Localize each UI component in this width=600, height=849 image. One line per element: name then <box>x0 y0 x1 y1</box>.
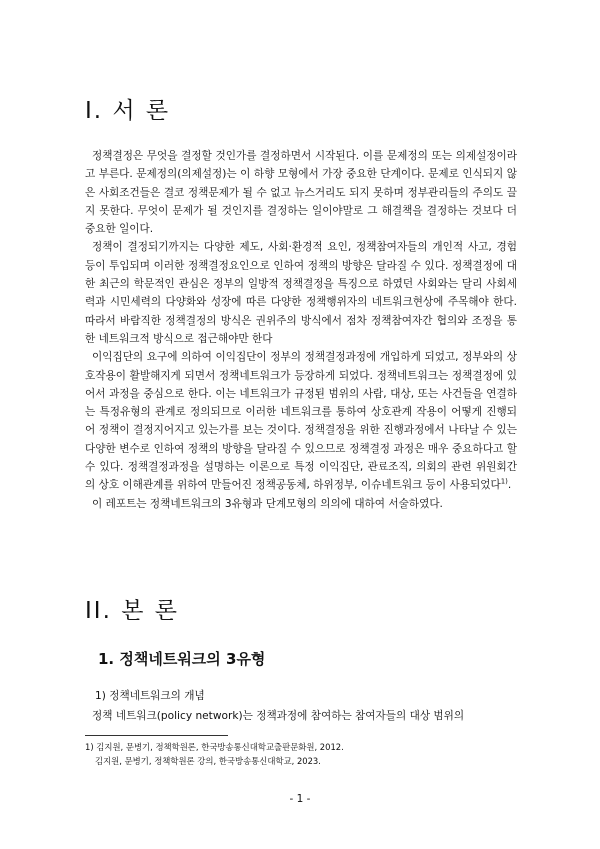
footnote-divider <box>85 735 228 736</box>
intro-paragraph-1: 정책결정은 무엇을 결정할 것인가를 결정하면서 시작된다. 이를 문제정의 또는 의제설정이라고 부른다. 문제정의(의제설정)는 이 하향 모형에서 가장 중요한 단계이다. 문제로 인식되지 않은 사회조건들은 결코 정책문제가 될 수 없고 뉴스거리도 되지 못하며 정부관리들의 주의도 끌지 못한다. 무엇이 문제가 될 것인지를 결정하는 일이야말로 그 해결책을 결정하는 것보다 더 중요한 일이다. <box>85 150 517 236</box>
section-heading-main-body: II. 본 론 <box>85 598 179 624</box>
footnotes <box>85 740 515 768</box>
main-body-text <box>85 707 517 725</box>
footnote-1-continued: 김지원, 문병기, 정책학원론 강의, 한국방송통신대학교, 2023. <box>95 756 321 766</box>
intro-paragraph-4: 이 레포트는 정책네트워크의 3유형과 단계모형의 의의에 대하여 서술하였다. <box>92 497 443 510</box>
introduction-body <box>85 147 517 513</box>
section-heading-introduction: I. 서 론 <box>85 98 171 124</box>
intro-paragraph-2: 정책이 결정되기까지는 다양한 제도, 사회·환경적 요인, 정책참여자들의 개인적 사고, 경험 등이 투입되며 이러한 정책결정요인으로 인하여 정책의 방향은 달라질 수 있다. 정책결정에 대한 최근의 학문적인 관심은 정부의 일방적 정책결정을 특징으로 하였던 사회와는 달리 사회세력과 시민세력의 다양화와 성장에 따른 다양한 정책행위자의 네트워크현상에 주목해야 한다. 따라서 바람직한 정책결정의 방식은 권위주의 방식에서 점차 정책참여자간 협의와 조정을 통한 네트워크적 방식으로 접근해야만 한다 <box>85 241 517 345</box>
body-paragraph-1: 정책 네트워크(policy network)는 정책과정에 참여하는 참여자들의 대상 범위의 <box>92 710 465 722</box>
subsection-heading-policy-network-types: 1. 정책네트워크의 3유형 <box>98 650 266 668</box>
intro-paragraph-3-text: 이익집단의 요구에 의하여 이익집단이 정부의 정책결정과정에 개입하게 되었고, 정부와의 상호작용이 활발해지게 되면서 정책네트워크가 등장하게 되었다. 정책네트워크는 정책결정에 있어서 과정을 중심으로 한다. 이는 네트워크가 규정된 범위의 사람, 대상, 또는 사건들을 연결하는 특정유형의 관계로 정의되므로 이러한 네트워크를 통하여 상호관계 작용이 어떻게 진행되어 정책이 결정지어지고 있는가를 보는 것이다. 정책결정을 위한 진행과정에서 나타날 수 있는 다양한 변수로 인하여 정책의 방향을 달라질 수 있으므로 정책결정 과정은 매우 중요하다고 할 수 있다. 정책결정과정을 설명하는 이론으로 특정 이익집단, 관료조직, 의회의 관련 위원회간의 상호 이해관계를 위하여 만들어진 정책공동체, 하위정부, 이슈네트워크 등이 사용되었다 <box>85 351 517 492</box>
footnote-marker: 1) <box>500 477 508 486</box>
page-number: - 1 - <box>289 793 311 805</box>
intro-paragraph-3: 이익집단의 요구에 의하여 이익집단이 정부의 정책결정과정에 개입하게 되었고, 정부와의 상호작용이 활발해지게 되면서 정책네트워크가 등장하게 되었다. 정책네트워크는 정책결정에 있어서 과정을 중심으로 한다. 이는 네트워크가 규정된 범위의 사람, 대상, 또는 사건들을 연결하는 특정유형의 관계로 정의되므로 이러한 네트워크를 통하여 상호관계 작용이 어떻게 진행되어 정책이 결정지어지고 있는가를 보는 것이다. 정책결정을 위한 진행과정에서 나타날 수 있는 다양한 변수로 인하여 정책의 방향을 달라질 수 있으므로 정책결정 과정은 매우 중요하다고 할 수 있다. 정책결정과정을 설명하는 이론으로 특정 이익집단, 관료조직, 의회의 관련 위원회간의 상호 이해관계를 위하여 만들어진 정책공동체, 하위정부, 이슈네트워크 등이 사용되었다$^{1)}$. <box>85 351 517 492</box>
footnote-1: 1) 김지원, 문병기, 정책학원론, 한국방송통신대학교출판문화원, 2012. <box>85 742 344 752</box>
sub-subsection-heading-concept: 1) 정책네트워크의 개념 <box>95 690 205 702</box>
